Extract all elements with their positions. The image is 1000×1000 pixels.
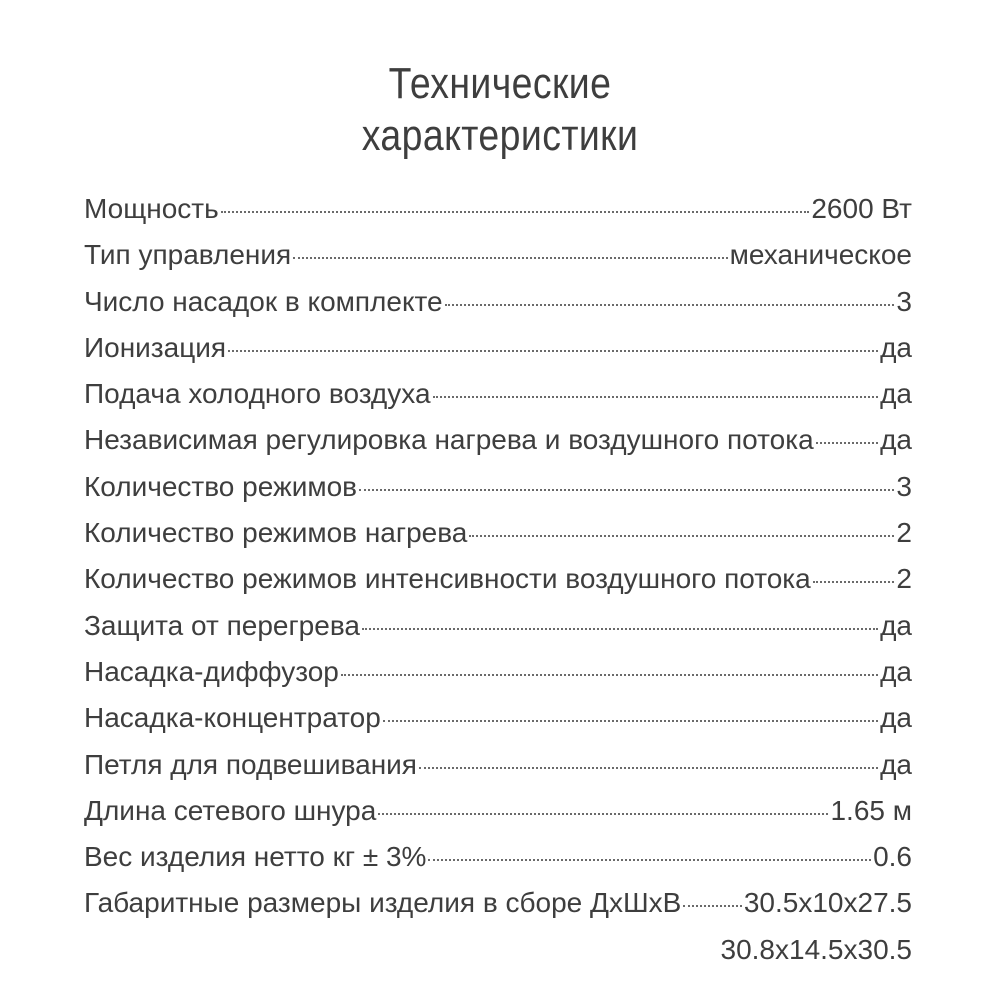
spec-row: [84, 880, 912, 926]
spec-label: Вес изделия нетто кг ± 3%: [84, 841, 427, 873]
spec-label: Количество режимов интенсивности воздушного потока: [84, 563, 811, 595]
dot-leader: [221, 211, 810, 213]
spec-row-continuation: [84, 927, 912, 973]
spec-row: [84, 556, 912, 602]
spec-value: да: [880, 424, 912, 456]
spec-value: 3: [896, 285, 912, 317]
spec-row: [84, 417, 912, 463]
dot-leader: [683, 905, 742, 907]
dot-leader: [362, 628, 878, 630]
spec-label: Тип управления: [84, 239, 292, 271]
spec-row: [84, 371, 912, 417]
dot-leader: [813, 581, 895, 583]
spec-list: [84, 186, 912, 973]
dot-leader: [383, 720, 878, 722]
spec-row: [84, 695, 912, 741]
spec-row: [84, 742, 912, 788]
dot-leader: [359, 489, 894, 491]
spec-value: 2: [896, 517, 912, 549]
spec-row: [84, 325, 912, 371]
dot-leader: [228, 350, 878, 352]
title-line-2: характеристики: [361, 111, 639, 160]
spec-row: [84, 649, 912, 695]
spec-value: 30.5x10x27.5: [743, 887, 912, 919]
spec-value: 3: [896, 470, 912, 502]
spec-label: Число насадок в комплекте: [84, 285, 443, 317]
spec-row: [84, 232, 912, 278]
dot-leader: [433, 396, 879, 398]
spec-value-continuation: 30.8x14.5x30.5: [720, 933, 912, 965]
spec-label: Защита от перегрева: [84, 609, 360, 641]
spec-value: 0.6: [873, 841, 912, 873]
spec-row: [84, 464, 912, 510]
dot-leader: [469, 535, 894, 537]
spec-value: 1.65 м: [830, 794, 912, 826]
spec-label: Длина сетевого шнура: [84, 794, 377, 826]
spec-label: Подача холодного воздуха: [84, 378, 431, 410]
dot-leader: [419, 767, 878, 769]
spec-value: механическое: [729, 239, 912, 271]
spec-value: да: [880, 331, 912, 363]
spec-row: [84, 510, 912, 556]
spec-label: Петля для подвешивания: [84, 748, 417, 780]
dot-leader: [816, 442, 878, 444]
page-title: [75, 58, 925, 162]
dot-leader: [341, 674, 878, 676]
spec-value: да: [880, 378, 912, 410]
spec-row: [84, 788, 912, 834]
spec-value: да: [880, 609, 912, 641]
spec-label: Независимая регулировка нагрева и воздушного потока: [84, 424, 814, 456]
spec-row: [84, 603, 912, 649]
spec-value: да: [880, 748, 912, 780]
title-line-1: Технические: [388, 59, 612, 108]
spec-value: да: [880, 655, 912, 687]
dot-leader: [445, 304, 895, 306]
spec-value: 2: [896, 563, 912, 595]
spec-row: [84, 186, 912, 232]
spec-row: [84, 834, 912, 880]
spec-row: [84, 279, 912, 325]
spec-value: 2600 Вт: [811, 193, 912, 224]
spec-value: да: [880, 702, 912, 734]
spec-label: Мощность: [84, 193, 219, 224]
dot-leader: [428, 859, 871, 861]
spec-label: Количество режимов нагрева: [84, 517, 468, 549]
spec-label: Количество режимов: [84, 470, 358, 502]
spec-label: Насадка-диффузор: [84, 655, 339, 687]
spec-label: Ионизация: [84, 331, 227, 363]
spec-label: Насадка-концентратор: [84, 702, 381, 734]
dot-leader: [293, 257, 727, 259]
spec-label: Габаритные размеры изделия в сборе ДхШхВ: [84, 887, 682, 919]
dot-leader: [378, 813, 828, 815]
